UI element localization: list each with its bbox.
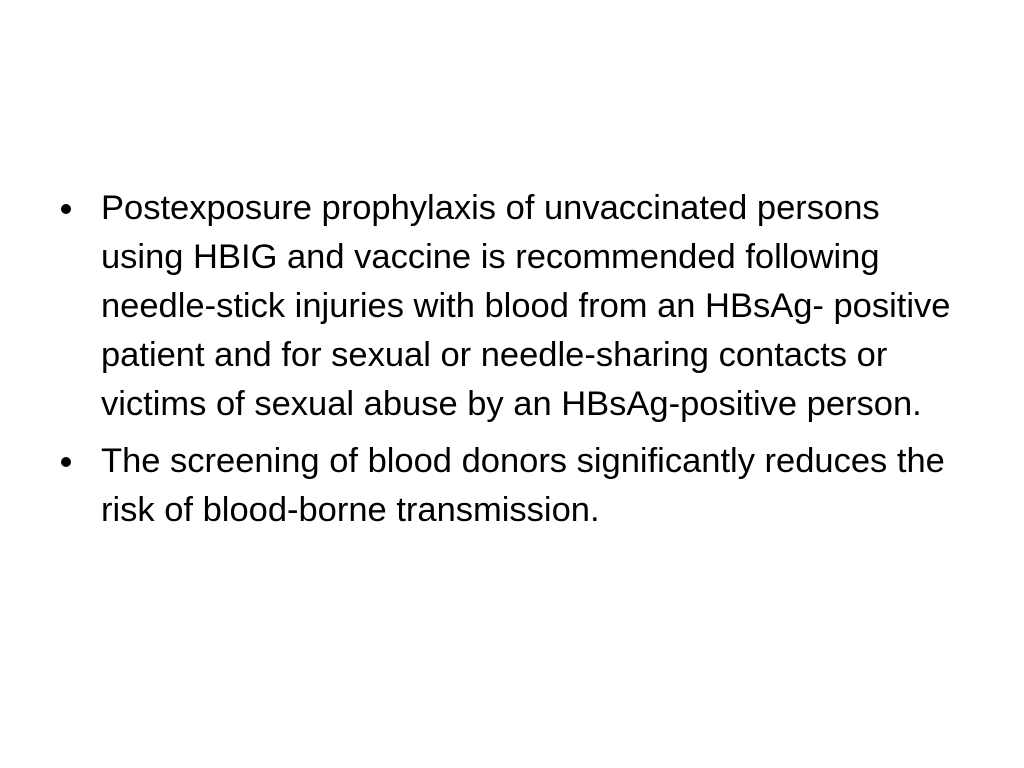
- bullet-text: The screening of blood donors significantly reduces the risk of blood-borne transmission.: [101, 442, 945, 529]
- bullet-item: [58, 437, 958, 535]
- bullet-dot-icon: [61, 204, 71, 214]
- bullet-item: [58, 184, 958, 429]
- bullet-dot-icon: [61, 457, 71, 467]
- bullet-list: [58, 184, 958, 543]
- bullet-text: Postexposure prophylaxis of unvaccinated persons using HBIG and vaccine is recommended following needle-stick injuries with blood from an HBsAg- positive patient and for sexual or needle-sharing contacts or victims of sexual abuse by an HBsAg-positive person.: [101, 189, 951, 423]
